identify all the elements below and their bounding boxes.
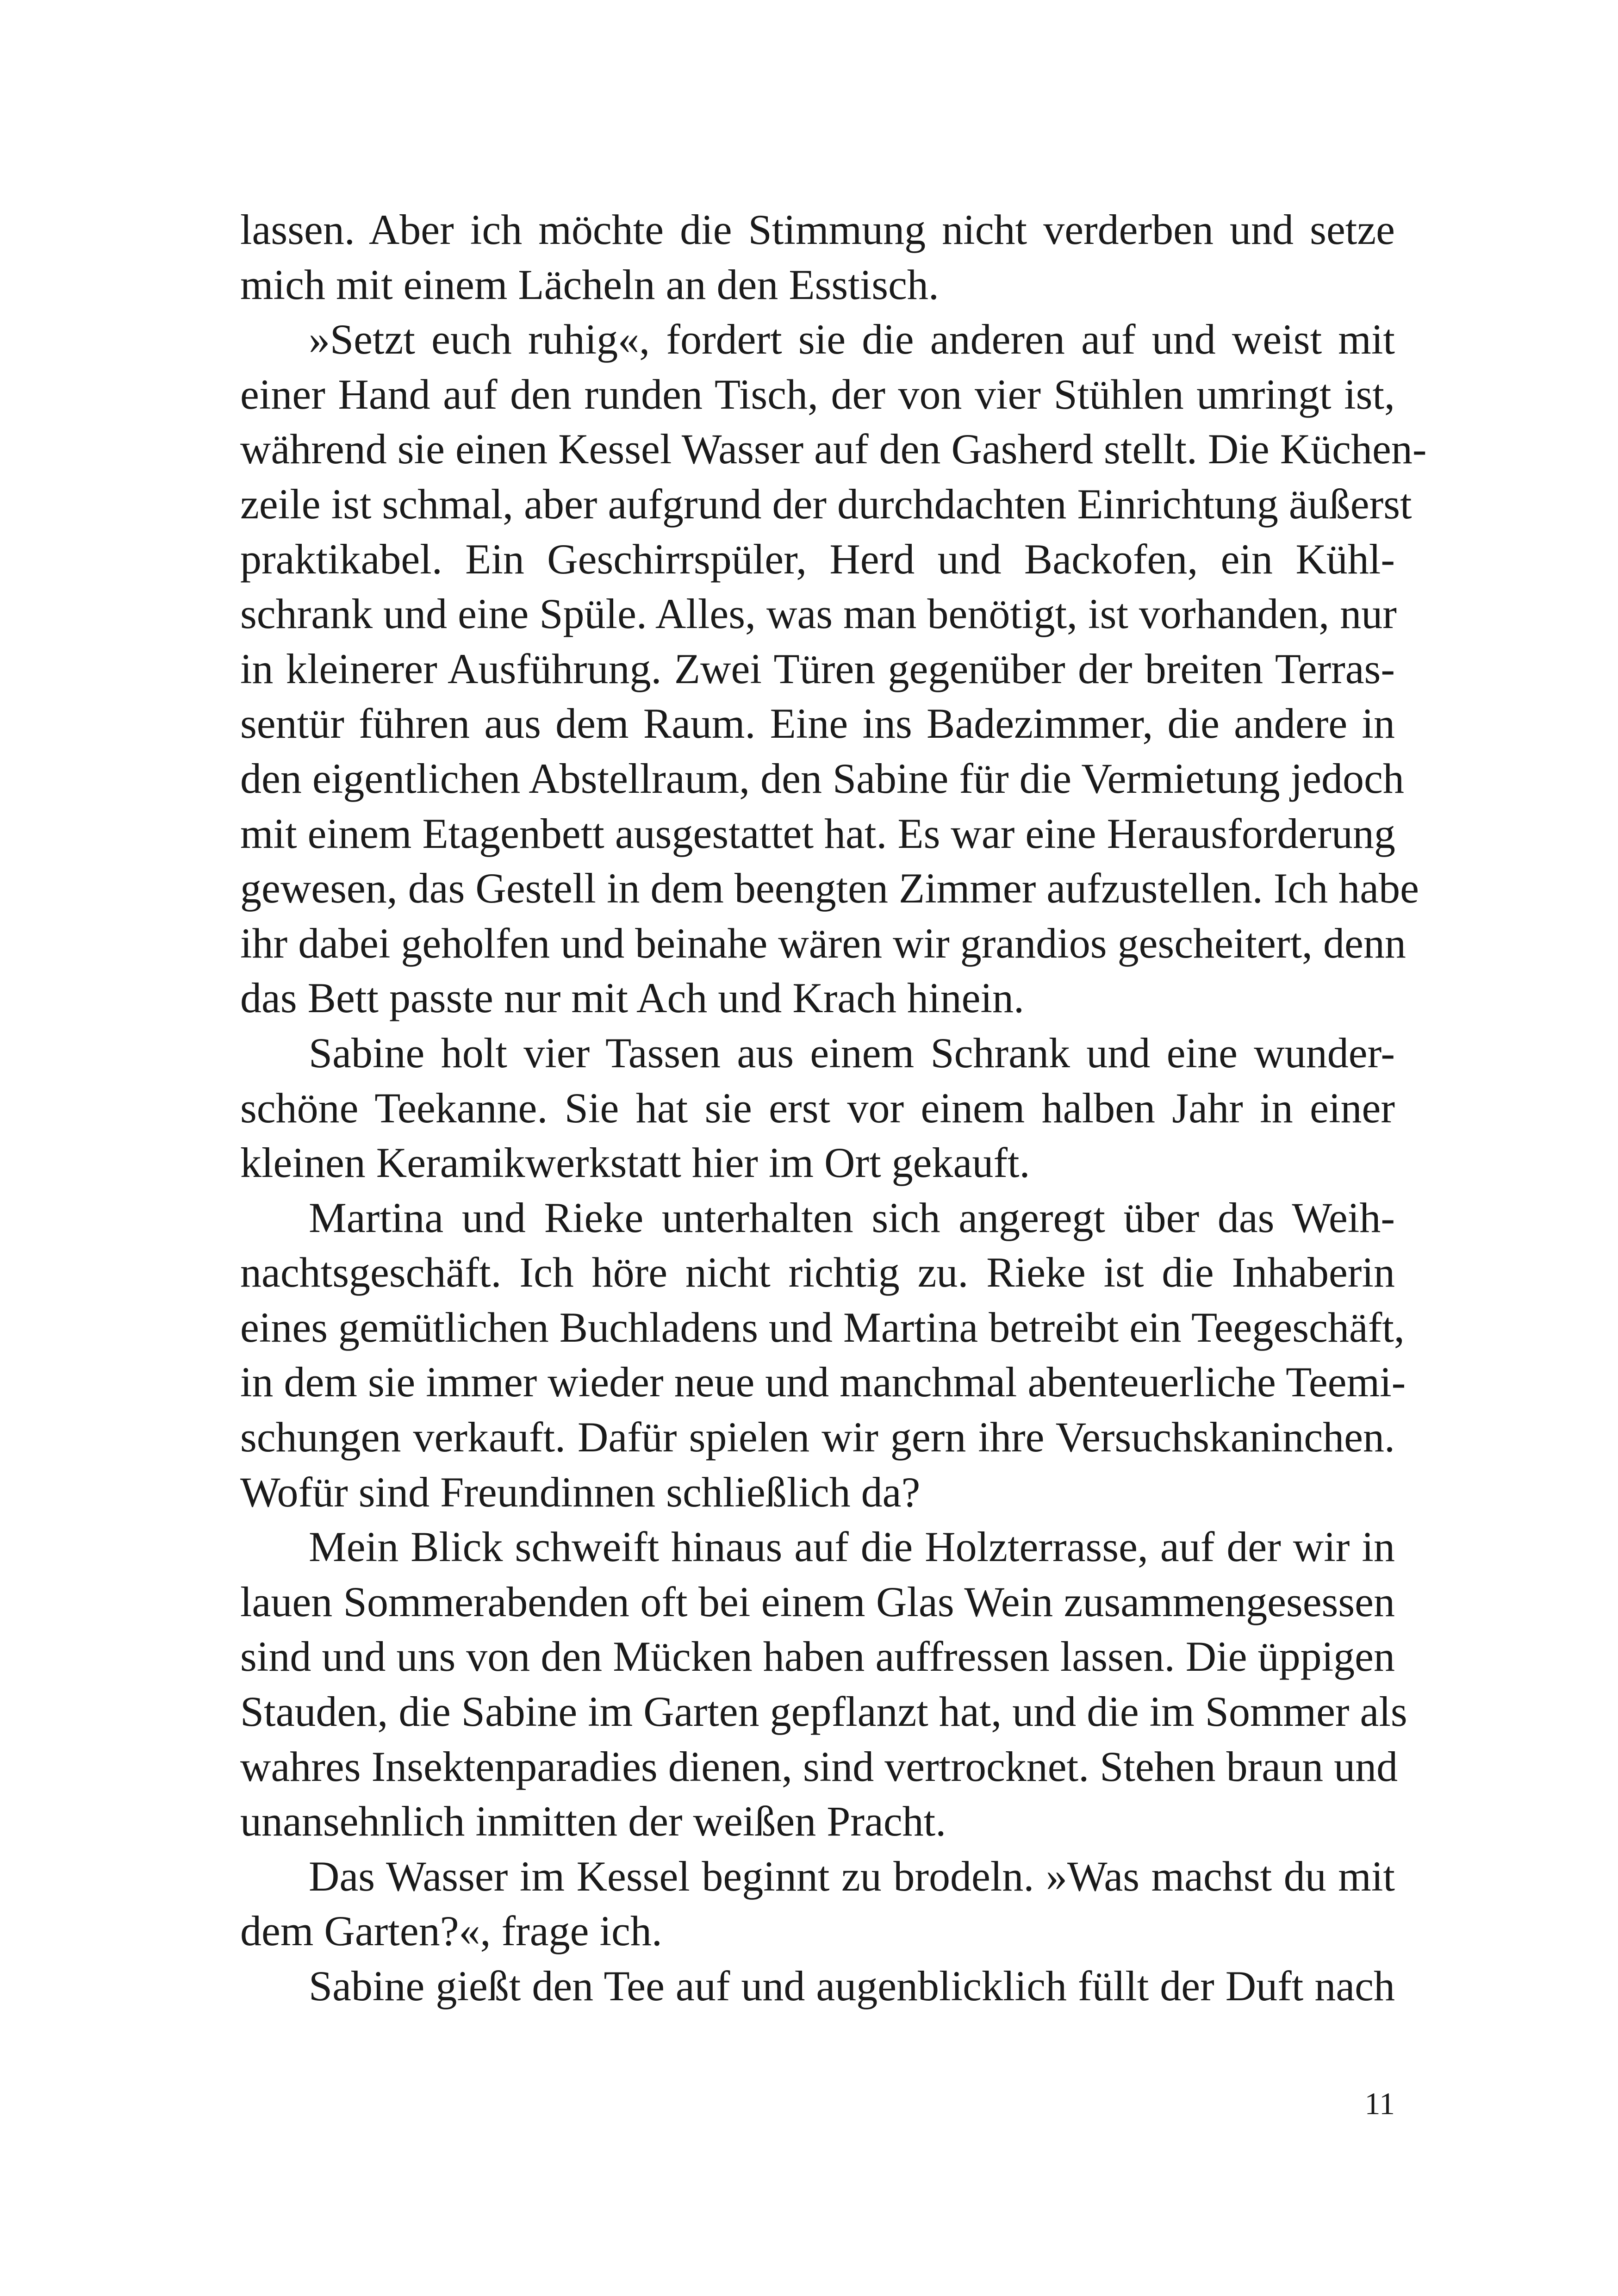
text-line: Mein Blick schweift hinaus auf die Holzterrasse, auf der wir in [309, 1523, 1395, 1571]
text-line: sentür führen aus dem Raum. Eine ins Badezimmer, die andere in [240, 700, 1395, 747]
text-line: sind und uns von den Mücken haben auffressen lassen. Die üppigen [240, 1633, 1395, 1680]
text-line: Das Wasser im Kessel beginnt zu brodeln. »Was machst du mit [309, 1852, 1395, 1900]
text-line: praktikabel. Ein Geschirrspüler, Herd und Backofen, ein Kühl- [240, 535, 1395, 583]
text-line: einer Hand auf den runden Tisch, der von vier Stühlen umringt ist, [240, 370, 1395, 418]
paragraph [240, 1519, 1407, 1849]
text-line: schöne Teekanne. Sie hat sie erst vor einem halben Jahr in einer [240, 1084, 1395, 1132]
page-number: 11 [1364, 2086, 1395, 2121]
text-line: Sabine holt vier Tassen aus einem Schrank und eine wunder- [309, 1029, 1395, 1076]
paragraph [240, 1190, 1406, 1520]
text-line: unansehnlich inmitten der weißen Pracht. [240, 1798, 946, 1845]
text-line: während sie einen Kessel Wasser auf den Gasherd stellt. Die Küchen- [240, 425, 1427, 473]
text-line: dem Garten?«, frage ich. [240, 1907, 662, 1955]
text-line: Stauden, die Sabine im Garten gepflanzt hat, und die im Sommer als [240, 1688, 1407, 1736]
text-line: mich mit einem Lächeln an den Esstisch. [240, 261, 939, 308]
paragraph [240, 1849, 1395, 1959]
text-line: in dem sie immer wieder neue und manchmal abenteuerliche Teemi- [240, 1358, 1406, 1406]
text-line: eines gemütlichen Buchladens und Martina betreibt ein Teegeschäft, [240, 1303, 1405, 1351]
text-line: Sabine gießt den Tee auf und augenblicklich füllt der Duft nach [309, 1962, 1395, 2010]
body-text [240, 202, 1427, 2014]
text-line: »Setzt euch ruhig«, fordert sie die anderen auf und weist mit [309, 316, 1395, 363]
text-line: Martina und Rieke unterhalten sich angeregt über das Weih- [309, 1194, 1395, 1241]
text-line: nachtsgeschäft. Ich höre nicht richtig zu. Rieke ist die Inhaberin [240, 1249, 1395, 1296]
paragraph [240, 312, 1427, 1026]
text-line: Wofür sind Freundinnen schließlich da? [240, 1468, 921, 1516]
paragraph [240, 202, 1395, 312]
text-line: schungen verkauft. Dafür spielen wir gern ihre Versuchskaninchen. [240, 1413, 1395, 1461]
text-line: lassen. Aber ich möchte die Stimmung nicht verderben und setze [240, 206, 1395, 253]
paragraph [240, 1959, 1395, 2014]
text-line: gewesen, das Gestell in dem beengten Zimmer aufzustellen. Ich habe [240, 865, 1419, 912]
text-line: in kleinerer Ausführung. Zwei Türen gegenüber der breiten Terras- [240, 645, 1395, 692]
text-line: mit einem Etagenbett ausgestattet hat. Es war eine Herausforderung [240, 809, 1395, 857]
text-line: den eigentlichen Abstellraum, den Sabine für die Vermietung jedoch [240, 754, 1404, 802]
text-line: wahres Insektenparadies dienen, sind vertrocknet. Stehen braun und [240, 1742, 1398, 1790]
text-line: lauen Sommerabenden oft bei einem Glas Wein zusammengesessen [240, 1578, 1395, 1625]
paragraph [240, 1026, 1395, 1190]
text-line: ihr dabei geholfen und beinahe wären wir grandios gescheitert, denn [240, 919, 1406, 967]
text-line: das Bett passte nur mit Ach und Krach hinein. [240, 974, 1025, 1022]
text-line: schrank und eine Spüle. Alles, was man benötigt, ist vorhanden, nur [240, 590, 1397, 638]
text-line: kleinen Keramikwerkstatt hier im Ort gekauft. [240, 1139, 1030, 1187]
text-line: zeile ist schmal, aber aufgrund der durchdachten Einrichtung äußerst [240, 480, 1412, 528]
